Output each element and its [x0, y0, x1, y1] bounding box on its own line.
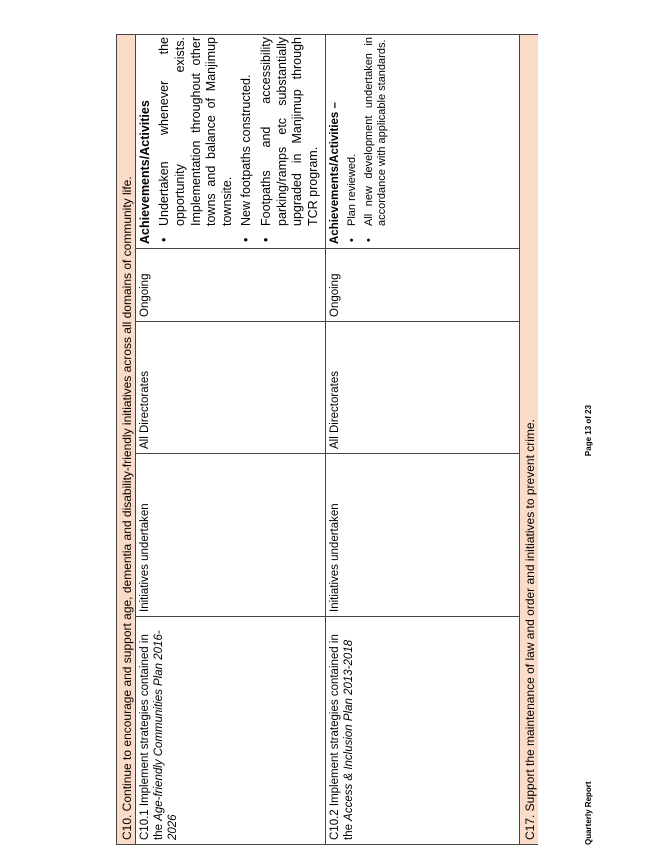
- achievement-text: Undertaken whenever the opportunity exists. Implementation throughout other towns and balance of Manjimup townsite.: [157, 37, 234, 226]
- footer-report-name: Quarterly Report: [584, 781, 593, 845]
- achievement-text: All new development undertaken in accordance with applicable standards.: [363, 37, 389, 226]
- achievement-text: Plan reviewed.: [346, 153, 359, 226]
- responsibility-text: All Directorates: [139, 371, 151, 449]
- achievements-list: [157, 37, 321, 244]
- achievement-text: New footpaths constructed.: [239, 74, 254, 226]
- bullet-icon: •: [346, 238, 359, 242]
- timeframe-cell: [326, 248, 520, 321]
- responsibility-cell: [326, 321, 520, 453]
- list-item: [157, 37, 235, 242]
- achievements-cell: [136, 33, 325, 248]
- footer-page-number: Page 13 of 23: [584, 404, 593, 457]
- strategy-cell: [326, 616, 520, 844]
- timeframe-cell: [136, 248, 325, 321]
- table-row: [136, 35, 325, 844]
- strategy-text: [328, 621, 356, 840]
- strategy-prefix: C10.2 Implement strategies contained in the: [329, 634, 356, 840]
- table-row: [325, 35, 520, 844]
- list-item: [239, 37, 255, 242]
- bullet-icon: •: [363, 238, 376, 242]
- measure-cell: [326, 453, 520, 616]
- list-item: [346, 37, 359, 242]
- strategy-plan-name: Access & Inclusion Plan 2013-2018: [343, 639, 356, 821]
- bullet-icon: •: [157, 237, 172, 242]
- measure-text: Initiatives undertaken: [329, 503, 341, 612]
- bullet-icon: •: [239, 237, 254, 242]
- timeframe-text: Ongoing: [329, 273, 341, 317]
- objective-band-c17: C17. Support the maintenance of law and order and initiatives to prevent crime.: [519, 35, 538, 844]
- timeframe-text: Ongoing: [139, 273, 151, 317]
- responsibility-text: All Directorates: [329, 371, 341, 449]
- bullet-icon: •: [259, 237, 273, 242]
- list-item: [363, 37, 389, 242]
- strategy-plan-name: Age-friendly Communities Plan 2016-2026: [153, 630, 180, 840]
- achievement-text: Footpaths and accessibility parking/ramps etc substantially upgraded in Manjimup through TCR program.: [259, 37, 320, 226]
- strategy-table: [116, 34, 538, 845]
- strategy-cell: [136, 616, 325, 844]
- achievements-heading: Achievements/Activities: [138, 100, 152, 244]
- measure-cell: [136, 453, 325, 616]
- list-item: [259, 37, 322, 242]
- strategy-text: [138, 621, 180, 840]
- responsibility-cell: [136, 321, 325, 453]
- achievements-heading: Achievements/Activities –: [329, 102, 341, 244]
- strategy-prefix: C10.1 Implement strategies contained in the: [139, 634, 166, 840]
- measure-text: Initiatives undertaken: [139, 503, 151, 612]
- achievements-list: [346, 37, 390, 244]
- objective-band-c10: C10. Continue to encourage and support age, dementia and disability-friendly initiatives across all domains of community life.: [117, 35, 136, 844]
- achievements-cell: [326, 33, 520, 248]
